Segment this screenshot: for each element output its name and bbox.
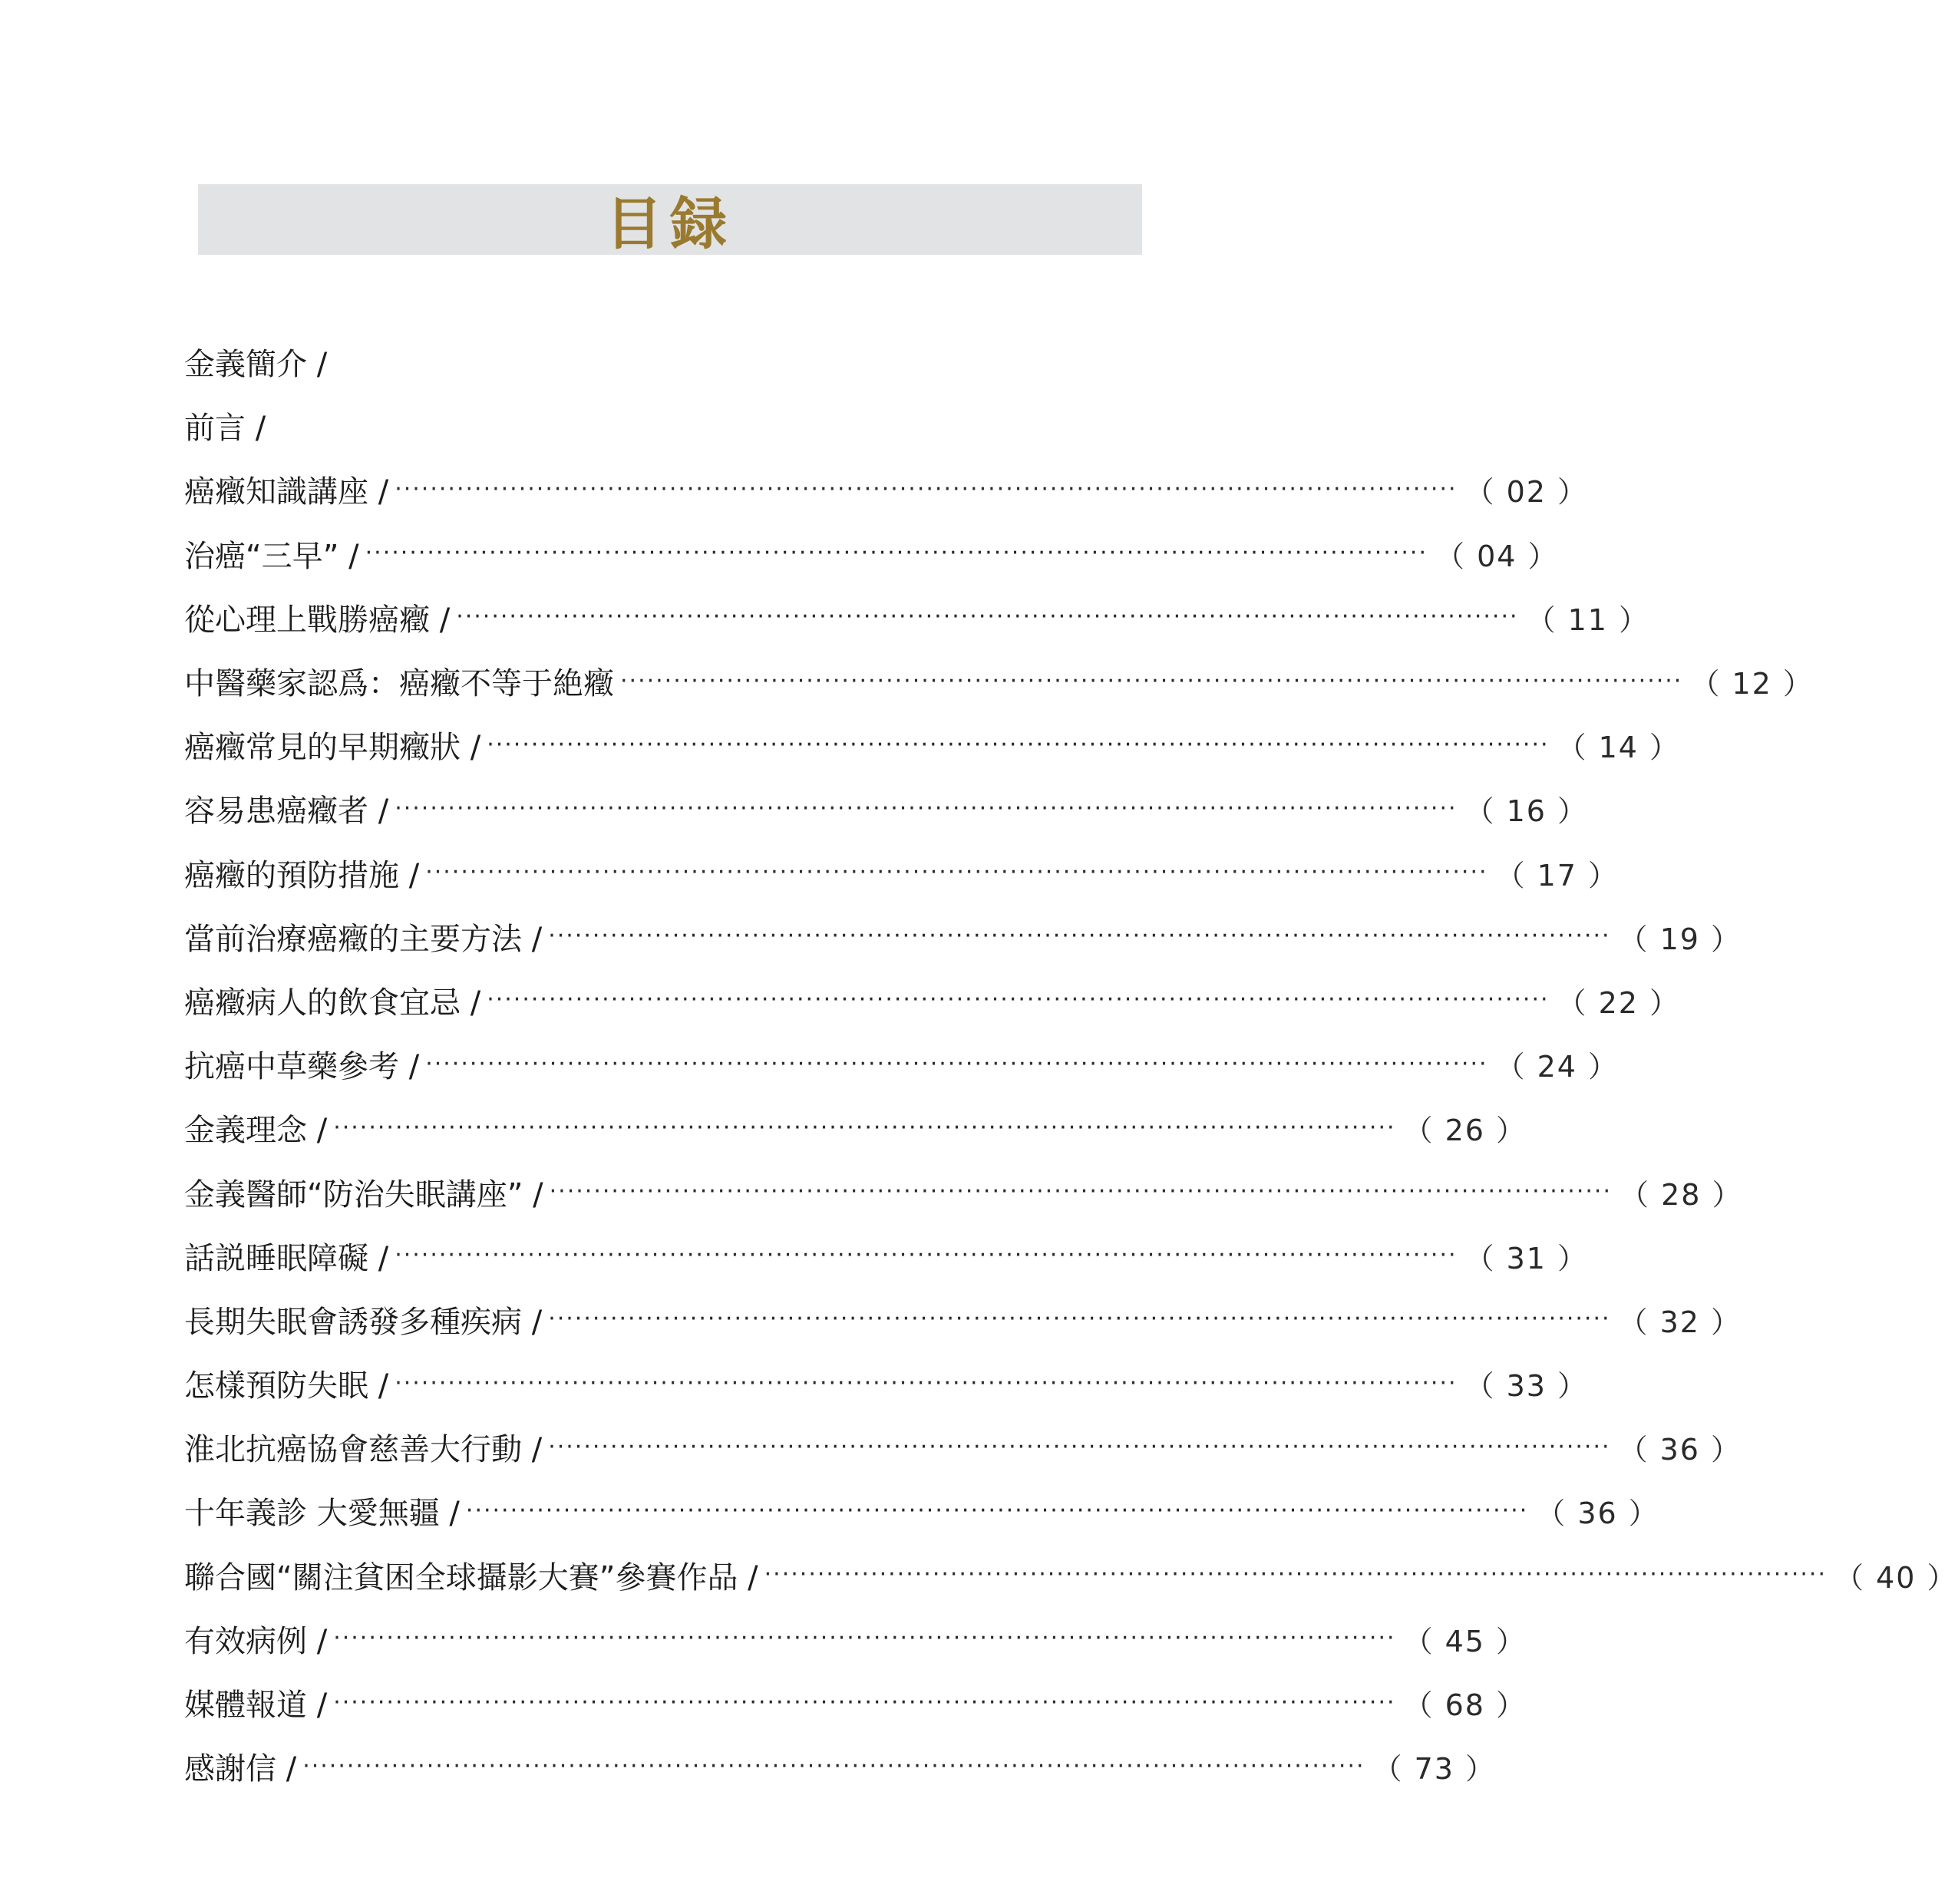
toc-entry-page: （ 11 ） [1526, 602, 1650, 637]
toc-entry[interactable] [184, 649, 1814, 713]
dot-leader: ························································································································ [548, 1305, 1611, 1333]
toc-entry-page: （ 32 ） [1618, 1305, 1742, 1339]
toc-entry-label: 聯合國“關注貧困全球攝影大賽”參賽作品 / [184, 1559, 758, 1595]
toc-entry-page: （ 16 ） [1464, 794, 1589, 829]
toc-entry-label: 容易患癌癥者 / [184, 794, 389, 830]
toc-entry[interactable] [184, 1032, 1620, 1096]
toc-entry[interactable] [184, 1543, 1958, 1607]
toc-entry-page: （ 24 ） [1495, 1050, 1620, 1084]
toc-entry-label: 治癌“三早” / [184, 538, 359, 574]
toc-entry-label: 淮北抗癌協會慈善大行動 / [184, 1432, 543, 1468]
toc-entry[interactable] [184, 968, 1681, 1032]
toc-entry-label: 癌癥病人的飲食宜忌 / [184, 985, 481, 1021]
toc-entry-page: （ 22 ） [1557, 985, 1681, 1020]
dot-leader: ························································································································ [395, 475, 1458, 503]
toc-entry-page: （ 40 ） [1834, 1560, 1958, 1595]
toc-entry[interactable] [184, 586, 1650, 649]
toc-entry[interactable] [184, 713, 1681, 777]
toc-entry-page: （ 45 ） [1403, 1624, 1527, 1658]
dot-leader: ························································································································ [620, 667, 1683, 695]
toc-entry-page: （ 26 ） [1403, 1114, 1527, 1148]
toc-entry[interactable] [184, 1607, 1527, 1671]
dot-leader: ························································································································ [425, 859, 1488, 886]
toc-entry-label: 媒體報道 / [184, 1688, 328, 1724]
dot-leader: ························································································································ [465, 1496, 1529, 1524]
table-of-contents [184, 330, 1958, 1798]
toc-entry-page: （ 31 ） [1464, 1241, 1589, 1275]
toc-entry-label: 有效病例 / [184, 1623, 328, 1659]
dot-leader: ························································································································ [487, 986, 1550, 1014]
dot-leader: ························································································································ [395, 794, 1458, 822]
toc-entry-label: 從心理上戰勝癌癥 / [184, 602, 451, 638]
dot-leader: ························································································································ [395, 1242, 1458, 1269]
toc-entry[interactable] [184, 1160, 1743, 1223]
toc-entry-page: （ 36 ） [1618, 1433, 1742, 1467]
toc-entry[interactable] [184, 1415, 1742, 1479]
dot-leader: ························································································································ [764, 1561, 1827, 1589]
toc-entry-label: 話説睡眠障礙 / [184, 1240, 389, 1276]
toc-entry-label: 感謝信 / [184, 1751, 297, 1787]
dot-leader: ························································································································ [548, 1433, 1611, 1460]
toc-entry-page: （ 68 ） [1403, 1688, 1527, 1723]
toc-entry[interactable] [184, 1351, 1589, 1415]
toc-entry-label: 金義醫師“防治失眠講座” / [184, 1176, 543, 1213]
toc-entry-label: 癌癥的預防措施 / [184, 857, 420, 893]
toc-entry-label: 長期失眠會誘發多種疾病 / [184, 1304, 543, 1340]
dot-leader: ························································································································ [302, 1752, 1365, 1780]
toc-entry-label: 癌癥常見的早期癥狀 / [184, 730, 481, 766]
toc-entry-label: 金義簡介 / [184, 347, 328, 383]
toc-entry[interactable] [184, 1096, 1527, 1160]
toc-entry[interactable] [184, 1479, 1659, 1543]
toc-entry[interactable] [184, 394, 1144, 457]
toc-entry[interactable] [184, 1734, 1497, 1798]
toc-entry-page: （ 28 ） [1619, 1177, 1743, 1212]
toc-entry[interactable] [184, 905, 1742, 968]
toc-entry-page: （ 36 ） [1536, 1496, 1659, 1531]
toc-entry[interactable] [184, 330, 1144, 394]
toc-entry[interactable] [184, 1224, 1589, 1288]
toc-entry-label: 中醫藥家認爲：癌癥不等于絶癥 [184, 666, 614, 702]
toc-entry[interactable] [184, 841, 1620, 905]
toc-entry-page: （ 17 ） [1495, 858, 1620, 893]
dot-leader: ························································································································ [548, 922, 1611, 950]
toc-entry-label: 十年義診 大愛無疆 / [184, 1496, 460, 1532]
toc-entry-label: 當前治療癌癥的主要方法 / [184, 921, 543, 957]
dot-leader: ························································································································ [456, 603, 1519, 631]
toc-entry-label: 抗癌中草藥參考 / [184, 1049, 420, 1085]
title-banner [198, 184, 1142, 255]
toc-entry-page: （ 02 ） [1464, 475, 1589, 510]
dot-leader: ························································································································ [333, 1688, 1396, 1716]
toc-entry-page: （ 12 ） [1690, 667, 1814, 701]
toc-entry-page: （ 14 ） [1557, 731, 1681, 765]
toc-entry[interactable] [184, 1288, 1742, 1351]
dot-leader: ························································································································ [333, 1114, 1396, 1141]
dot-leader: ························································································································ [365, 540, 1428, 567]
dot-leader: ························································································································ [487, 731, 1550, 758]
toc-entry[interactable] [184, 1671, 1527, 1734]
toc-entry-page: （ 73 ） [1372, 1752, 1497, 1787]
toc-entry-label: 癌癥知識講座 / [184, 474, 389, 510]
dot-leader: ························································································································ [425, 1050, 1488, 1077]
dot-leader: ························································································································ [395, 1369, 1458, 1397]
toc-entry-label: 怎樣預防失眠 / [184, 1368, 389, 1404]
toc-entry-page: （ 19 ） [1618, 922, 1742, 956]
dot-leader: ························································································································ [333, 1625, 1396, 1652]
toc-entry-page: （ 33 ） [1464, 1369, 1589, 1404]
toc-entry-page: （ 04 ） [1435, 539, 1559, 573]
toc-entry[interactable] [184, 457, 1589, 521]
page-title: 目録 [606, 191, 735, 257]
toc-entry-label: 前言 / [184, 411, 266, 447]
toc-entry[interactable] [184, 777, 1589, 840]
toc-entry-label: 金義理念 / [184, 1113, 328, 1149]
dot-leader: ························································································································ [549, 1178, 1612, 1206]
toc-entry[interactable] [184, 522, 1559, 586]
